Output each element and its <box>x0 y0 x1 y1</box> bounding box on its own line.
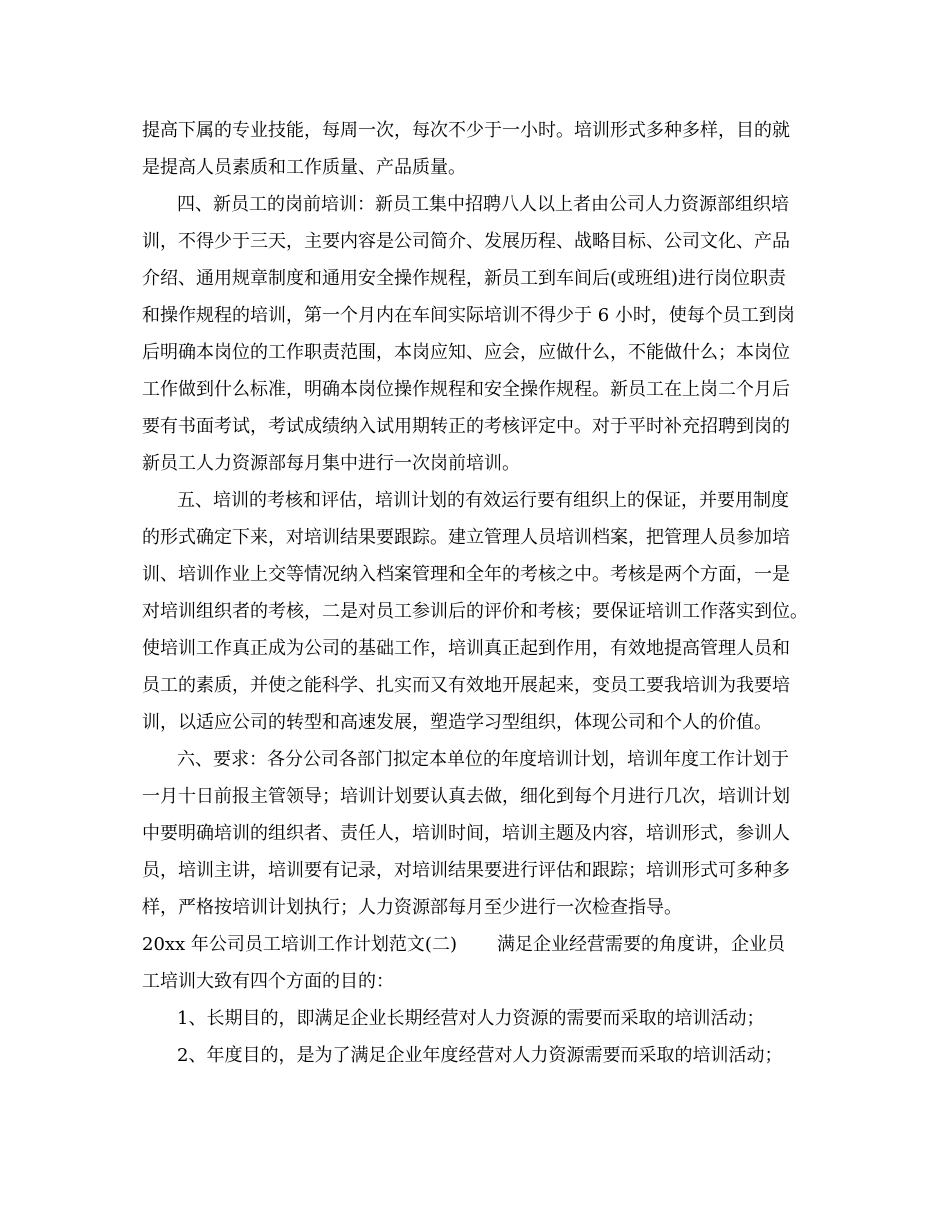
text-line: 介绍、通用规章制度和通用安全操作规程，新员工到车间后(或班组)进行岗位职责 <box>142 268 787 289</box>
text-line: 训、培训作业上交等情况纳入档案管理和全年的考核之中。考核是两个方面，一是 <box>142 564 790 585</box>
section-heading-line <box>142 934 785 956</box>
text-line: 对培训组织者的考核，二是对员工参训后的评价和考核；要保证培训工作落实到位。 <box>142 601 808 622</box>
list-item: 1、长期目的，即满足企业长期经营对人力资源的需要而采取的培训活动； <box>177 1008 765 1029</box>
text-line: 员，培训主讲，培训要有记录，对培训结果要进行评估和跟踪；培训形式可多种多 <box>142 860 790 881</box>
text-line: 使培训工作真正成为公司的基础工作，培训真正起到作用，有效地提高管理人员和 <box>142 638 790 659</box>
paragraph-start: 六、要求：各分公司各部门拟定本单位的年度培训计划，培训年度工作计划于 <box>177 749 789 770</box>
section-intro-text: 满足企业经营需要的角度讲，企业员 <box>496 934 785 955</box>
text-line: 工作做到什么标准，明确本岗位操作规程和安全操作规程。新员工在上岗二个月后 <box>142 379 790 400</box>
paragraph-start: 四、新员工的岗前培训：新员工集中招聘八人以上者由公司人力资源部组织培 <box>177 194 789 215</box>
text-line: 工培训大致有四个方面的目的： <box>142 971 394 992</box>
text-line: 训，不得少于三天，主要内容是公司简介、发展历程、战略目标、公司文化、产品 <box>142 231 790 252</box>
text-line: 后明确本岗位的工作职责范围，本岗应知、应会，应做什么，不能做什么；本岗位 <box>142 342 790 363</box>
text-line: 一月十日前报主管领导；培训计划要认真去做，细化到每个月进行几次，培训计划 <box>142 786 790 807</box>
text-line: 提高下属的专业技能，每周一次，每次不少于一小时。培训形式多种多样，目的就 <box>142 120 790 141</box>
text-line: 要有书面考试，考试成绩纳入试用期转正的考核评定中。对于平时补充招聘到岗的 <box>142 416 790 437</box>
list-item: 2、年度目的，是为了满足企业年度经营对人力资源需要而采取的培训活动； <box>177 1045 783 1066</box>
text-line: 中要明确培训的组织者、责任人，培训时间，培训主题及内容，培训形式，参训人 <box>142 823 790 844</box>
text-line: 训，以适应公司的转型和高速发展，塑造学习型组织，体现公司和个人的价值。 <box>142 712 772 733</box>
text-line: 的形式确定下来，对培训结果要跟踪。建立管理人员培训档案，把管理人员参加培 <box>142 527 790 548</box>
section-heading-title: 20xx 年公司员工培训工作计划范文(二) <box>142 934 457 955</box>
text-line: 新员工人力资源部每月集中进行一次岗前培训。 <box>142 453 520 474</box>
text-line: 和操作规程的培训，第一个月内在车间实际培训不得少于 6 小时，使每个员工到岗 <box>142 305 795 326</box>
paragraph-start: 五、培训的考核和评估，培训计划的有效运行要有组织上的保证，并要用制度 <box>177 490 789 511</box>
text-line: 员工的素质，并使之能科学、扎实而又有效地开展起来，变员工要我培训为我要培 <box>142 675 790 696</box>
text-line: 是提高人员素质和工作质量、产品质量。 <box>142 157 466 178</box>
text-line: 样，严格按培训计划执行；人力资源部每月至少进行一次检查指导。 <box>142 897 682 918</box>
